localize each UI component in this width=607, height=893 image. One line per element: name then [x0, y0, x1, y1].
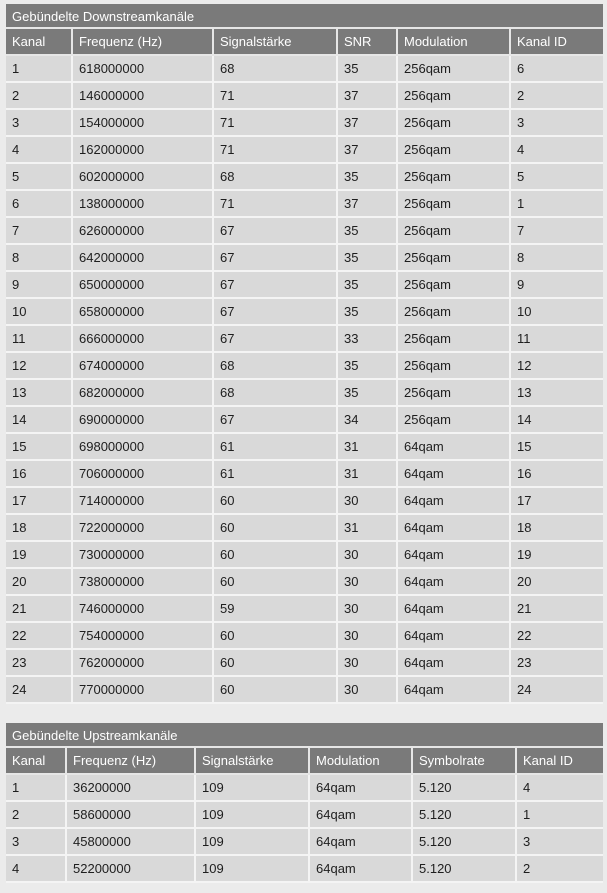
table-row [6, 56, 603, 83]
cell-kanal-id: 5 [511, 164, 603, 191]
cell-modulation: 64qam [398, 677, 511, 704]
cell-signalstaerke: 61 [214, 461, 338, 488]
cell-frequenz: 642000000 [73, 245, 214, 272]
cell-signalstaerke: 67 [214, 245, 338, 272]
downstream-table [6, 29, 603, 704]
downstream-header-kanal-id: Kanal ID [511, 29, 603, 56]
cell-modulation: 64qam [310, 775, 413, 802]
upstream-header-symbolrate: Symbolrate [413, 748, 517, 775]
cell-modulation: 256qam [398, 326, 511, 353]
cell-snr: 37 [338, 110, 398, 137]
cell-kanal-id: 8 [511, 245, 603, 272]
cell-signalstaerke: 61 [214, 434, 338, 461]
cell-modulation: 64qam [398, 461, 511, 488]
cell-snr: 35 [338, 272, 398, 299]
table-row [6, 623, 603, 650]
cell-modulation: 64qam [310, 829, 413, 856]
upstream-header-kanal: Kanal [6, 748, 67, 775]
cell-modulation: 64qam [398, 542, 511, 569]
cell-kanal-id: 2 [517, 856, 603, 883]
cell-kanal: 2 [6, 83, 73, 110]
table-row [6, 596, 603, 623]
upstream-table [6, 748, 603, 883]
table-row [6, 353, 603, 380]
table-row [6, 829, 603, 856]
cell-kanal: 23 [6, 650, 73, 677]
table-row [6, 488, 603, 515]
cell-kanal: 21 [6, 596, 73, 623]
cell-modulation: 64qam [398, 488, 511, 515]
cell-kanal: 3 [6, 829, 67, 856]
cell-signalstaerke: 60 [214, 515, 338, 542]
upstream-header-frequenz: Frequenz (Hz) [67, 748, 196, 775]
cell-kanal: 14 [6, 407, 73, 434]
cell-snr: 31 [338, 515, 398, 542]
cell-modulation: 256qam [398, 380, 511, 407]
cell-kanal-id: 24 [511, 677, 603, 704]
cell-snr: 30 [338, 542, 398, 569]
table-row [6, 802, 603, 829]
cell-modulation: 256qam [398, 83, 511, 110]
cell-modulation: 256qam [398, 245, 511, 272]
cell-frequenz: 682000000 [73, 380, 214, 407]
cell-symbolrate: 5.120 [413, 775, 517, 802]
cell-kanal: 22 [6, 623, 73, 650]
cell-snr: 37 [338, 137, 398, 164]
cell-frequenz: 36200000 [67, 775, 196, 802]
cell-frequenz: 730000000 [73, 542, 214, 569]
cell-signalstaerke: 71 [214, 110, 338, 137]
cell-snr: 35 [338, 245, 398, 272]
cell-kanal: 2 [6, 802, 67, 829]
table-row [6, 245, 603, 272]
cell-symbolrate: 5.120 [413, 856, 517, 883]
cell-kanal-id: 13 [511, 380, 603, 407]
cell-snr: 31 [338, 434, 398, 461]
table-row [6, 407, 603, 434]
table-row [6, 272, 603, 299]
table-row [6, 380, 603, 407]
cell-frequenz: 618000000 [73, 56, 214, 83]
cell-signalstaerke: 67 [214, 299, 338, 326]
cell-snr: 30 [338, 623, 398, 650]
cell-kanal-id: 11 [511, 326, 603, 353]
cell-snr: 35 [338, 353, 398, 380]
cell-snr: 30 [338, 650, 398, 677]
cell-signalstaerke: 109 [196, 802, 310, 829]
cell-signalstaerke: 71 [214, 191, 338, 218]
cell-modulation: 256qam [398, 110, 511, 137]
cell-frequenz: 706000000 [73, 461, 214, 488]
cell-kanal: 7 [6, 218, 73, 245]
table-row [6, 299, 603, 326]
cell-kanal: 13 [6, 380, 73, 407]
cell-modulation: 256qam [398, 407, 511, 434]
cell-frequenz: 690000000 [73, 407, 214, 434]
cell-modulation: 64qam [398, 650, 511, 677]
table-row [6, 137, 603, 164]
cell-kanal-id: 1 [511, 191, 603, 218]
cell-kanal: 3 [6, 110, 73, 137]
cell-kanal-id: 7 [511, 218, 603, 245]
upstream-panel [6, 723, 603, 883]
cell-kanal: 18 [6, 515, 73, 542]
cell-frequenz: 722000000 [73, 515, 214, 542]
cell-kanal-id: 18 [511, 515, 603, 542]
cell-frequenz: 154000000 [73, 110, 214, 137]
cell-modulation: 64qam [398, 569, 511, 596]
cell-kanal-id: 3 [517, 829, 603, 856]
cell-kanal-id: 9 [511, 272, 603, 299]
table-row [6, 515, 603, 542]
cell-signalstaerke: 59 [214, 596, 338, 623]
cell-signalstaerke: 109 [196, 775, 310, 802]
upstream-table-body [6, 775, 603, 883]
cell-signalstaerke: 67 [214, 407, 338, 434]
cell-snr: 35 [338, 299, 398, 326]
cell-frequenz: 58600000 [67, 802, 196, 829]
table-row [6, 856, 603, 883]
cell-kanal-id: 10 [511, 299, 603, 326]
cell-kanal: 9 [6, 272, 73, 299]
cell-kanal-id: 12 [511, 353, 603, 380]
table-row [6, 326, 603, 353]
cell-signalstaerke: 60 [214, 542, 338, 569]
cell-kanal-id: 3 [511, 110, 603, 137]
cell-frequenz: 162000000 [73, 137, 214, 164]
cell-signalstaerke: 68 [214, 380, 338, 407]
upstream-header-modulation: Modulation [310, 748, 413, 775]
cell-modulation: 64qam [398, 623, 511, 650]
cell-frequenz: 754000000 [73, 623, 214, 650]
cell-frequenz: 626000000 [73, 218, 214, 245]
cell-kanal-id: 23 [511, 650, 603, 677]
cell-modulation: 64qam [398, 434, 511, 461]
cell-kanal-id: 6 [511, 56, 603, 83]
cell-kanal: 24 [6, 677, 73, 704]
cell-snr: 37 [338, 83, 398, 110]
table-row [6, 218, 603, 245]
cell-kanal: 15 [6, 434, 73, 461]
downstream-header-snr: SNR [338, 29, 398, 56]
cell-modulation: 64qam [310, 856, 413, 883]
cell-kanal: 4 [6, 137, 73, 164]
cell-frequenz: 762000000 [73, 650, 214, 677]
cell-frequenz: 52200000 [67, 856, 196, 883]
table-row [6, 650, 603, 677]
cell-signalstaerke: 68 [214, 56, 338, 83]
cell-symbolrate: 5.120 [413, 829, 517, 856]
cell-signalstaerke: 67 [214, 218, 338, 245]
downstream-title: Gebündelte Downstreamkanäle [6, 4, 603, 29]
cell-snr: 30 [338, 596, 398, 623]
cell-modulation: 256qam [398, 299, 511, 326]
cell-modulation: 256qam [398, 164, 511, 191]
upstream-header-row [6, 748, 603, 775]
cell-frequenz: 746000000 [73, 596, 214, 623]
cell-kanal-id: 1 [517, 802, 603, 829]
cell-signalstaerke: 109 [196, 829, 310, 856]
cell-kanal-id: 19 [511, 542, 603, 569]
upstream-header-signalstaerke: Signalstärke [196, 748, 310, 775]
cell-kanal: 19 [6, 542, 73, 569]
cell-frequenz: 738000000 [73, 569, 214, 596]
cell-snr: 30 [338, 569, 398, 596]
cell-signalstaerke: 60 [214, 650, 338, 677]
table-row [6, 677, 603, 704]
table-row [6, 83, 603, 110]
downstream-header-row [6, 29, 603, 56]
cell-frequenz: 714000000 [73, 488, 214, 515]
cell-frequenz: 146000000 [73, 83, 214, 110]
table-row [6, 191, 603, 218]
cell-frequenz: 650000000 [73, 272, 214, 299]
cell-frequenz: 45800000 [67, 829, 196, 856]
cell-kanal: 1 [6, 775, 67, 802]
cell-kanal: 8 [6, 245, 73, 272]
cell-modulation: 256qam [398, 353, 511, 380]
cell-kanal: 5 [6, 164, 73, 191]
cell-kanal: 4 [6, 856, 67, 883]
table-row [6, 542, 603, 569]
table-row [6, 164, 603, 191]
downstream-header-modulation: Modulation [398, 29, 511, 56]
cell-snr: 37 [338, 191, 398, 218]
downstream-header-frequenz: Frequenz (Hz) [73, 29, 214, 56]
cell-frequenz: 658000000 [73, 299, 214, 326]
cell-snr: 35 [338, 218, 398, 245]
cell-snr: 31 [338, 461, 398, 488]
cell-signalstaerke: 60 [214, 677, 338, 704]
cell-kanal-id: 2 [511, 83, 603, 110]
table-row [6, 434, 603, 461]
downstream-header-kanal: Kanal [6, 29, 73, 56]
cell-snr: 35 [338, 380, 398, 407]
cell-kanal-id: 14 [511, 407, 603, 434]
cell-kanal-id: 15 [511, 434, 603, 461]
cell-kanal: 20 [6, 569, 73, 596]
cell-kanal: 17 [6, 488, 73, 515]
cell-modulation: 64qam [310, 802, 413, 829]
cell-symbolrate: 5.120 [413, 802, 517, 829]
cell-signalstaerke: 60 [214, 623, 338, 650]
cell-frequenz: 674000000 [73, 353, 214, 380]
cell-signalstaerke: 109 [196, 856, 310, 883]
cell-kanal-id: 22 [511, 623, 603, 650]
cell-snr: 34 [338, 407, 398, 434]
cell-signalstaerke: 71 [214, 83, 338, 110]
table-row [6, 461, 603, 488]
cell-snr: 35 [338, 164, 398, 191]
downstream-table-body [6, 56, 603, 704]
cell-kanal: 16 [6, 461, 73, 488]
cell-kanal: 11 [6, 326, 73, 353]
cell-modulation: 256qam [398, 272, 511, 299]
cell-snr: 33 [338, 326, 398, 353]
cell-signalstaerke: 67 [214, 326, 338, 353]
cell-frequenz: 698000000 [73, 434, 214, 461]
cell-kanal-id: 16 [511, 461, 603, 488]
cell-snr: 35 [338, 56, 398, 83]
cell-kanal: 6 [6, 191, 73, 218]
upstream-title: Gebündelte Upstreamkanäle [6, 723, 603, 748]
cell-modulation: 64qam [398, 596, 511, 623]
cell-kanal: 1 [6, 56, 73, 83]
cell-frequenz: 666000000 [73, 326, 214, 353]
cell-signalstaerke: 60 [214, 569, 338, 596]
cell-kanal-id: 20 [511, 569, 603, 596]
cell-snr: 30 [338, 677, 398, 704]
downstream-header-signalstaerke: Signalstärke [214, 29, 338, 56]
cell-frequenz: 138000000 [73, 191, 214, 218]
cell-kanal: 10 [6, 299, 73, 326]
table-row [6, 775, 603, 802]
cell-modulation: 256qam [398, 137, 511, 164]
downstream-panel [6, 4, 603, 704]
cell-frequenz: 770000000 [73, 677, 214, 704]
cell-modulation: 256qam [398, 56, 511, 83]
cell-signalstaerke: 68 [214, 353, 338, 380]
cell-kanal: 12 [6, 353, 73, 380]
cell-snr: 30 [338, 488, 398, 515]
cell-kanal-id: 17 [511, 488, 603, 515]
upstream-header-kanal-id: Kanal ID [517, 748, 603, 775]
cell-kanal-id: 4 [511, 137, 603, 164]
cell-modulation: 64qam [398, 515, 511, 542]
cell-frequenz: 602000000 [73, 164, 214, 191]
cell-signalstaerke: 68 [214, 164, 338, 191]
cell-signalstaerke: 60 [214, 488, 338, 515]
table-row [6, 569, 603, 596]
cell-kanal-id: 21 [511, 596, 603, 623]
cell-signalstaerke: 67 [214, 272, 338, 299]
cell-modulation: 256qam [398, 218, 511, 245]
table-row [6, 110, 603, 137]
cell-modulation: 256qam [398, 191, 511, 218]
cell-signalstaerke: 71 [214, 137, 338, 164]
cell-kanal-id: 4 [517, 775, 603, 802]
